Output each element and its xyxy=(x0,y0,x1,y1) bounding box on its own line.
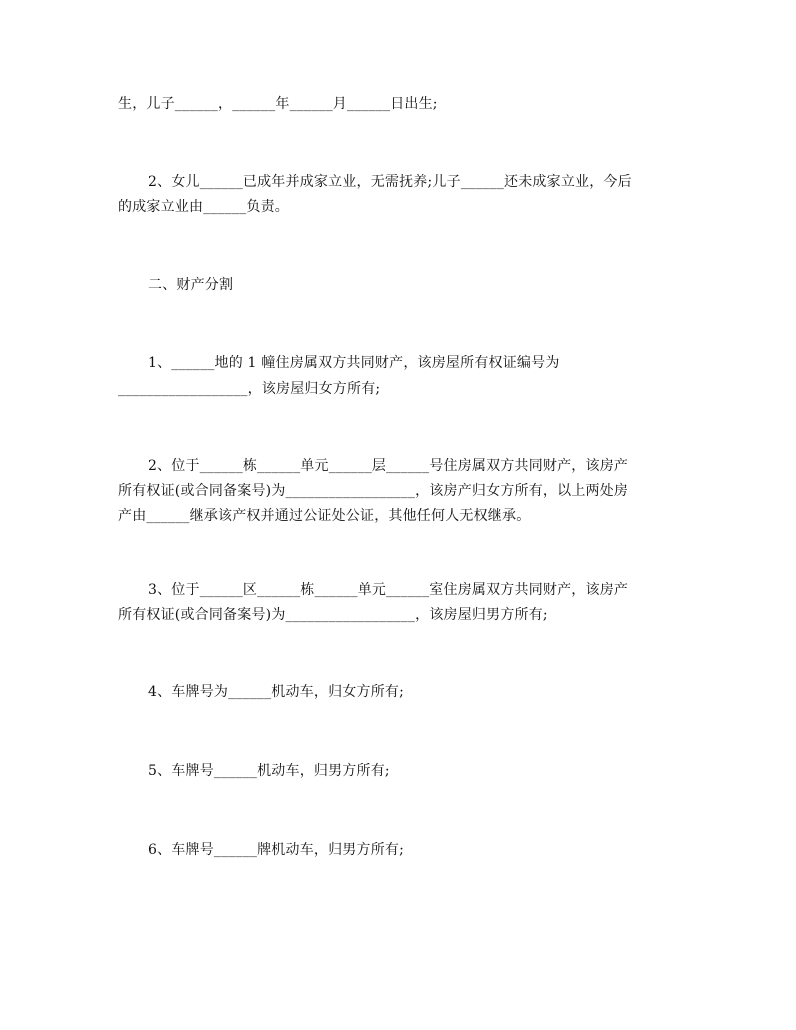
paragraph-line: 6、车牌号______牌机动车，归男方所有; xyxy=(148,842,405,858)
paragraph-line: __________________，该房屋归女方所有; xyxy=(118,381,381,397)
paragraph-line: 2、女儿______已成年并成家立业，无需抚养;儿子______还未成家立业，今后 xyxy=(148,174,632,190)
paragraph-line: 产由______继承该产权并通过公证处公证，其他任何人无权继承。 xyxy=(118,508,531,524)
section-heading: 二、财产分割 xyxy=(148,277,234,293)
paragraph-line: 3、位于______区______栋______单元______室住房属双方共同财产，该房产 xyxy=(148,582,629,598)
paragraph-line: 4、车牌号为______机动车，归女方所有; xyxy=(148,684,405,700)
paragraph-line: 的成家立业由______负责。 xyxy=(118,199,289,215)
paragraph-line: 生，儿子______，______年______月______日出生; xyxy=(118,96,438,112)
paragraph-line: 2、位于______栋______单元______层______号住房属双方共同财产，该房产 xyxy=(148,458,629,474)
paragraph-line: 1、______地的 1 幢住房属双方共同财产，该房屋所有权证编号为 xyxy=(148,355,560,371)
paragraph-line: 所有权证(或合同备案号)为__________________，该房屋归男方所有; xyxy=(118,607,548,623)
paragraph-line: 5、车牌号______机动车，归男方所有; xyxy=(148,763,390,779)
paragraph-line: 所有权证(或合同备案号)为__________________，该房产归女方所有，以上两处房 xyxy=(118,483,629,499)
